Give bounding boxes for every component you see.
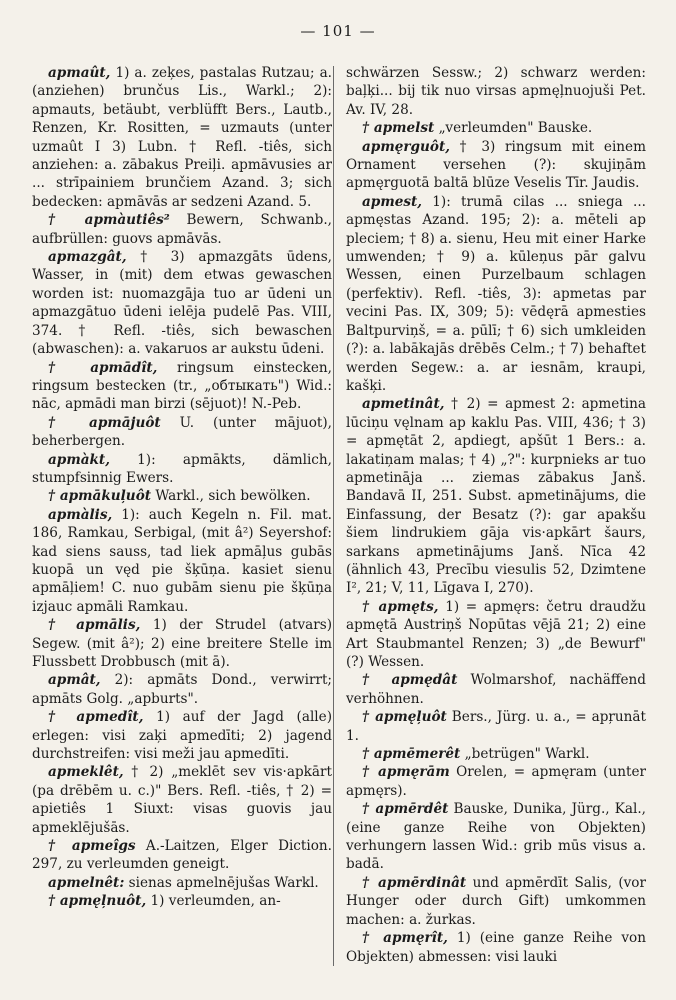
entry-text: „betrügen" Warkl. — [464, 746, 590, 763]
page-number: — 101 — — [300, 22, 376, 40]
entry-headword: apmetinât, — [362, 396, 445, 413]
dictionary-entry — [32, 211, 332, 248]
entry-text: ringsum einstecken, ringsum bestecken (tr., „обтыкать") Wid.: nāc, apmādi man birzi (sējuot)! N.-Peb. — [32, 359, 332, 413]
dictionary-entry — [32, 451, 332, 488]
entry-headword: apmazgât, — [48, 249, 127, 266]
entry-headword: apmât, — [48, 672, 101, 689]
dictionary-entry — [346, 193, 646, 395]
entry-text: † 3) apmazgāts ūdens, Wasser, in (mit) dem etwas gewaschen worden ist: nuomazgāja tuo ar ūdeni un apmazgātuo ūdeni ielēja pudelē Pas. VIII, 374. † Refl. -tiês, sich bewaschen (abwaschen): a. vakaruos ar aukstu ūdeni. — [32, 249, 332, 358]
entry-text: sienas apmelnējušas Warkl. — [128, 874, 319, 891]
entry-headword: apmelnêt: — [48, 874, 125, 891]
entry-text: Warkl., sich bewölken. — [155, 488, 311, 505]
dictionary-entry — [346, 64, 646, 119]
entry-text: 1): apmākts, dämlich, stumpfsinnig Ewers. — [32, 451, 332, 486]
dictionary-entry — [346, 874, 646, 929]
dictionary-entry — [346, 395, 646, 597]
entry-headword: apmàlis, — [48, 506, 113, 523]
dictionary-entry — [32, 892, 332, 910]
dictionary-entry — [346, 763, 646, 800]
right-column — [346, 64, 646, 966]
entry-text: und apmērdīt Salis, (vor Hunger oder durch Gift) umkommen machen: a. žurkas. — [346, 874, 646, 928]
entry-text: U. (unter mājuot), beherbergen. — [32, 414, 332, 450]
entry-headword: † apmālis, — [48, 617, 141, 634]
dictionary-entry — [346, 119, 646, 137]
entry-text: Bers., Jürg. u. a., = apŗunāt 1. — [346, 709, 646, 744]
entry-headword: † apmādît, — [48, 359, 158, 376]
entry-headword: † apmędât — [362, 672, 458, 689]
entry-headword: † apmērdêt — [362, 801, 449, 818]
entry-text: „verleumden" Bauske. — [438, 120, 593, 137]
entry-text: † 2) „meklēt sev vis·apkārt (pa drēbēm u. c.)" Bers. Refl. -tiês, † 2) = apietiês 1 Siuxt: visas guovis jau apmeklējušās. — [32, 764, 332, 836]
entry-text: A.-Laitzen, Elger Diction. 297, zu verleumden geneigt. — [32, 838, 332, 873]
entry-headword: † apmeîgs — [48, 838, 136, 855]
entry-text: 1) der Strudel (atvars) Segew. (mit â²); 2) eine breitere Stelle im Flussbett Drobbusch (mit ā). — [32, 617, 333, 670]
entry-headword: † apmęļnuôt, — [48, 893, 147, 910]
dictionary-entry — [346, 800, 646, 874]
entry-headword: † apmedît, — [48, 709, 144, 726]
dictionary-entry — [32, 763, 332, 837]
entry-headword: † apmęrām — [362, 764, 450, 781]
entry-headword: apmeklêt, — [48, 764, 124, 781]
entry-headword: apmàkt, — [48, 451, 110, 468]
entry-text: Orelen, = apmęram (unter apmęrs). — [346, 764, 646, 799]
entry-text: 1) auf der Jagd (alle) erlegen: visi zaķi apmedīti; 2) jagend durchstreifen: visi meži jau apmedīti. — [32, 709, 332, 763]
entry-headword: † apmęts, — [362, 598, 439, 615]
entry-headword: † apmęļuôt — [362, 709, 447, 726]
dictionary-entry — [346, 708, 646, 745]
entry-text: 2): apmāts Dond., verwirrt; apmāts Golg. „apburts". — [32, 672, 332, 707]
entry-text: schwärzen Sessw.; 2) schwarz werden: baļķi... bij tik nuo virsas apmęļnuojuši Pet. Av. IV, 28. — [346, 65, 646, 118]
dictionary-entry — [346, 598, 646, 672]
entry-headword: † apmelst — [362, 120, 435, 137]
dictionary-entry — [346, 929, 646, 966]
dictionary-entry — [32, 837, 332, 874]
entry-headword: † apmàutiês² — [48, 212, 170, 229]
dictionary-entry — [32, 64, 332, 211]
entry-headword: † apmājuôt — [48, 414, 161, 431]
entry-text: 1) = apmęrs: četru draudžu apmętā Austriņš Nopūtas vējā 21; 2) eine Art Staubmantel Renzen; 3) „de Bewurf" (?) Wessen. — [346, 598, 646, 670]
dictionary-entry — [32, 487, 332, 505]
dictionary-entry — [346, 745, 646, 763]
dictionary-entry — [32, 874, 332, 892]
dictionary-entry — [32, 414, 332, 451]
dictionary-entry — [32, 359, 332, 414]
entry-headword: † apmākuļuôt — [48, 488, 152, 505]
entry-headword: † apmērdinât — [362, 874, 467, 891]
entry-headword: † apmēmerêt — [362, 746, 461, 763]
dictionary-entry — [32, 506, 332, 616]
entry-text: † 2) = apmest 2: apmetina lūciņu vęlnam ap kaklu Pas. VIII, 436; † 3) = apmętāt 2, apdiegt, apšūt 1 Bers.: a. lakatiņam malas; † 4) „?": kurpnieks ar tuo apmetināja ... ziemas zābakus Janš. Bandavā II, 251. Subst. apmetinājums, die Einfassung, der Besatz (?): gar apakšu šiem lindrukiem gāja vis·apkārt šaurs, sarkans apmetinājums Janš. Nīca 42 (ähnlich 43, Precību viesulis 52, Dzimtene I², 21; V, 11, Līgava I, 270). — [346, 396, 646, 597]
left-column — [32, 64, 332, 911]
entry-text: Bauske, Dunika, Jürg., Kal., (eine ganze Reihe von Objekten) verhungern lassen Wid.: grib mūs visus a. badā. — [346, 801, 646, 873]
entry-text: Wolmarshof, nachäffend verhöhnen. — [346, 672, 647, 707]
entry-text: 1) (eine ganze Reihe von Objekten) abmessen: visi lauki — [346, 930, 646, 965]
dictionary-entry — [346, 138, 646, 193]
dictionary-entry — [346, 671, 646, 708]
entry-text: † 3) ringsum mit einem Ornament versehen (?): skujiņām apmęrguotā baltā blūze Veselis Tīr. Jaudis. — [346, 138, 646, 192]
dictionary-entry — [32, 708, 332, 763]
dictionary-entry — [32, 616, 332, 671]
entry-text: 1) verleumden, an- — [150, 893, 281, 910]
dictionary-entry — [32, 671, 332, 708]
dictionary-entry — [32, 248, 332, 358]
entry-text: Bewern, Schwanb., aufbrüllen: guovs apmāvās. — [32, 212, 332, 247]
entry-text: 1) a. zeķes, pastalas Rutzau; a. (anziehen) brunčus Lis., Warkl.; 2): apmauts, betäubt, verblüfft Bers., Lautb., Renzen, Kr. Rositten, = uzmauts (unter uzmaût I 3) Lubn. † Refl. -tiês, sich anziehen: a. zābakus Preiļi. apmāvusies ar ... strīpainiem brunčiem Azand. 3; sich bedecken: apmāvās ar sedzeni Azand. 5. — [32, 65, 332, 210]
entry-text: 1): auch Kegeln n. Fil. mat. 186, Ramkau, Serbigal, (mit â²) Seyershof: kad siens sauss, tad liek apmāļus gubās kuopā un vęd pie šķūņa. kasiet sienu apmāļiem! C. nuo gubām sienu pie šķūņa izjauc apmāli Ramkau. — [32, 506, 332, 615]
column-divider — [333, 66, 334, 966]
entry-headword: apmest, — [362, 193, 423, 210]
entry-headword: apmęrguôt, — [362, 138, 450, 155]
entry-headword: apmaût, — [48, 65, 111, 81]
entry-headword: † apmęrît, — [362, 930, 448, 947]
entry-text: 1): trumā cilas ... sniega ... apmęstas Azand. 195; 2): a. mēteli ap pleciem; † 8) a. sienu, Heu mit einer Harke umwenden; † 9) a. kūleņus pār galvu Wessen, einen Purzelbaum schlagen (perfektiv). Refl. -tiês, 3): apmetas par vecini Pas. IX, 309; 5): vēdęrā apmesties Baltpurviņš, = a. pūlī; † 6) sich umkleiden (?): a. labākajās drēbēs Celm.; † 7) behaftet werden Segew.: a. ar iesnām, kraupi, kašķi. — [346, 193, 646, 394]
